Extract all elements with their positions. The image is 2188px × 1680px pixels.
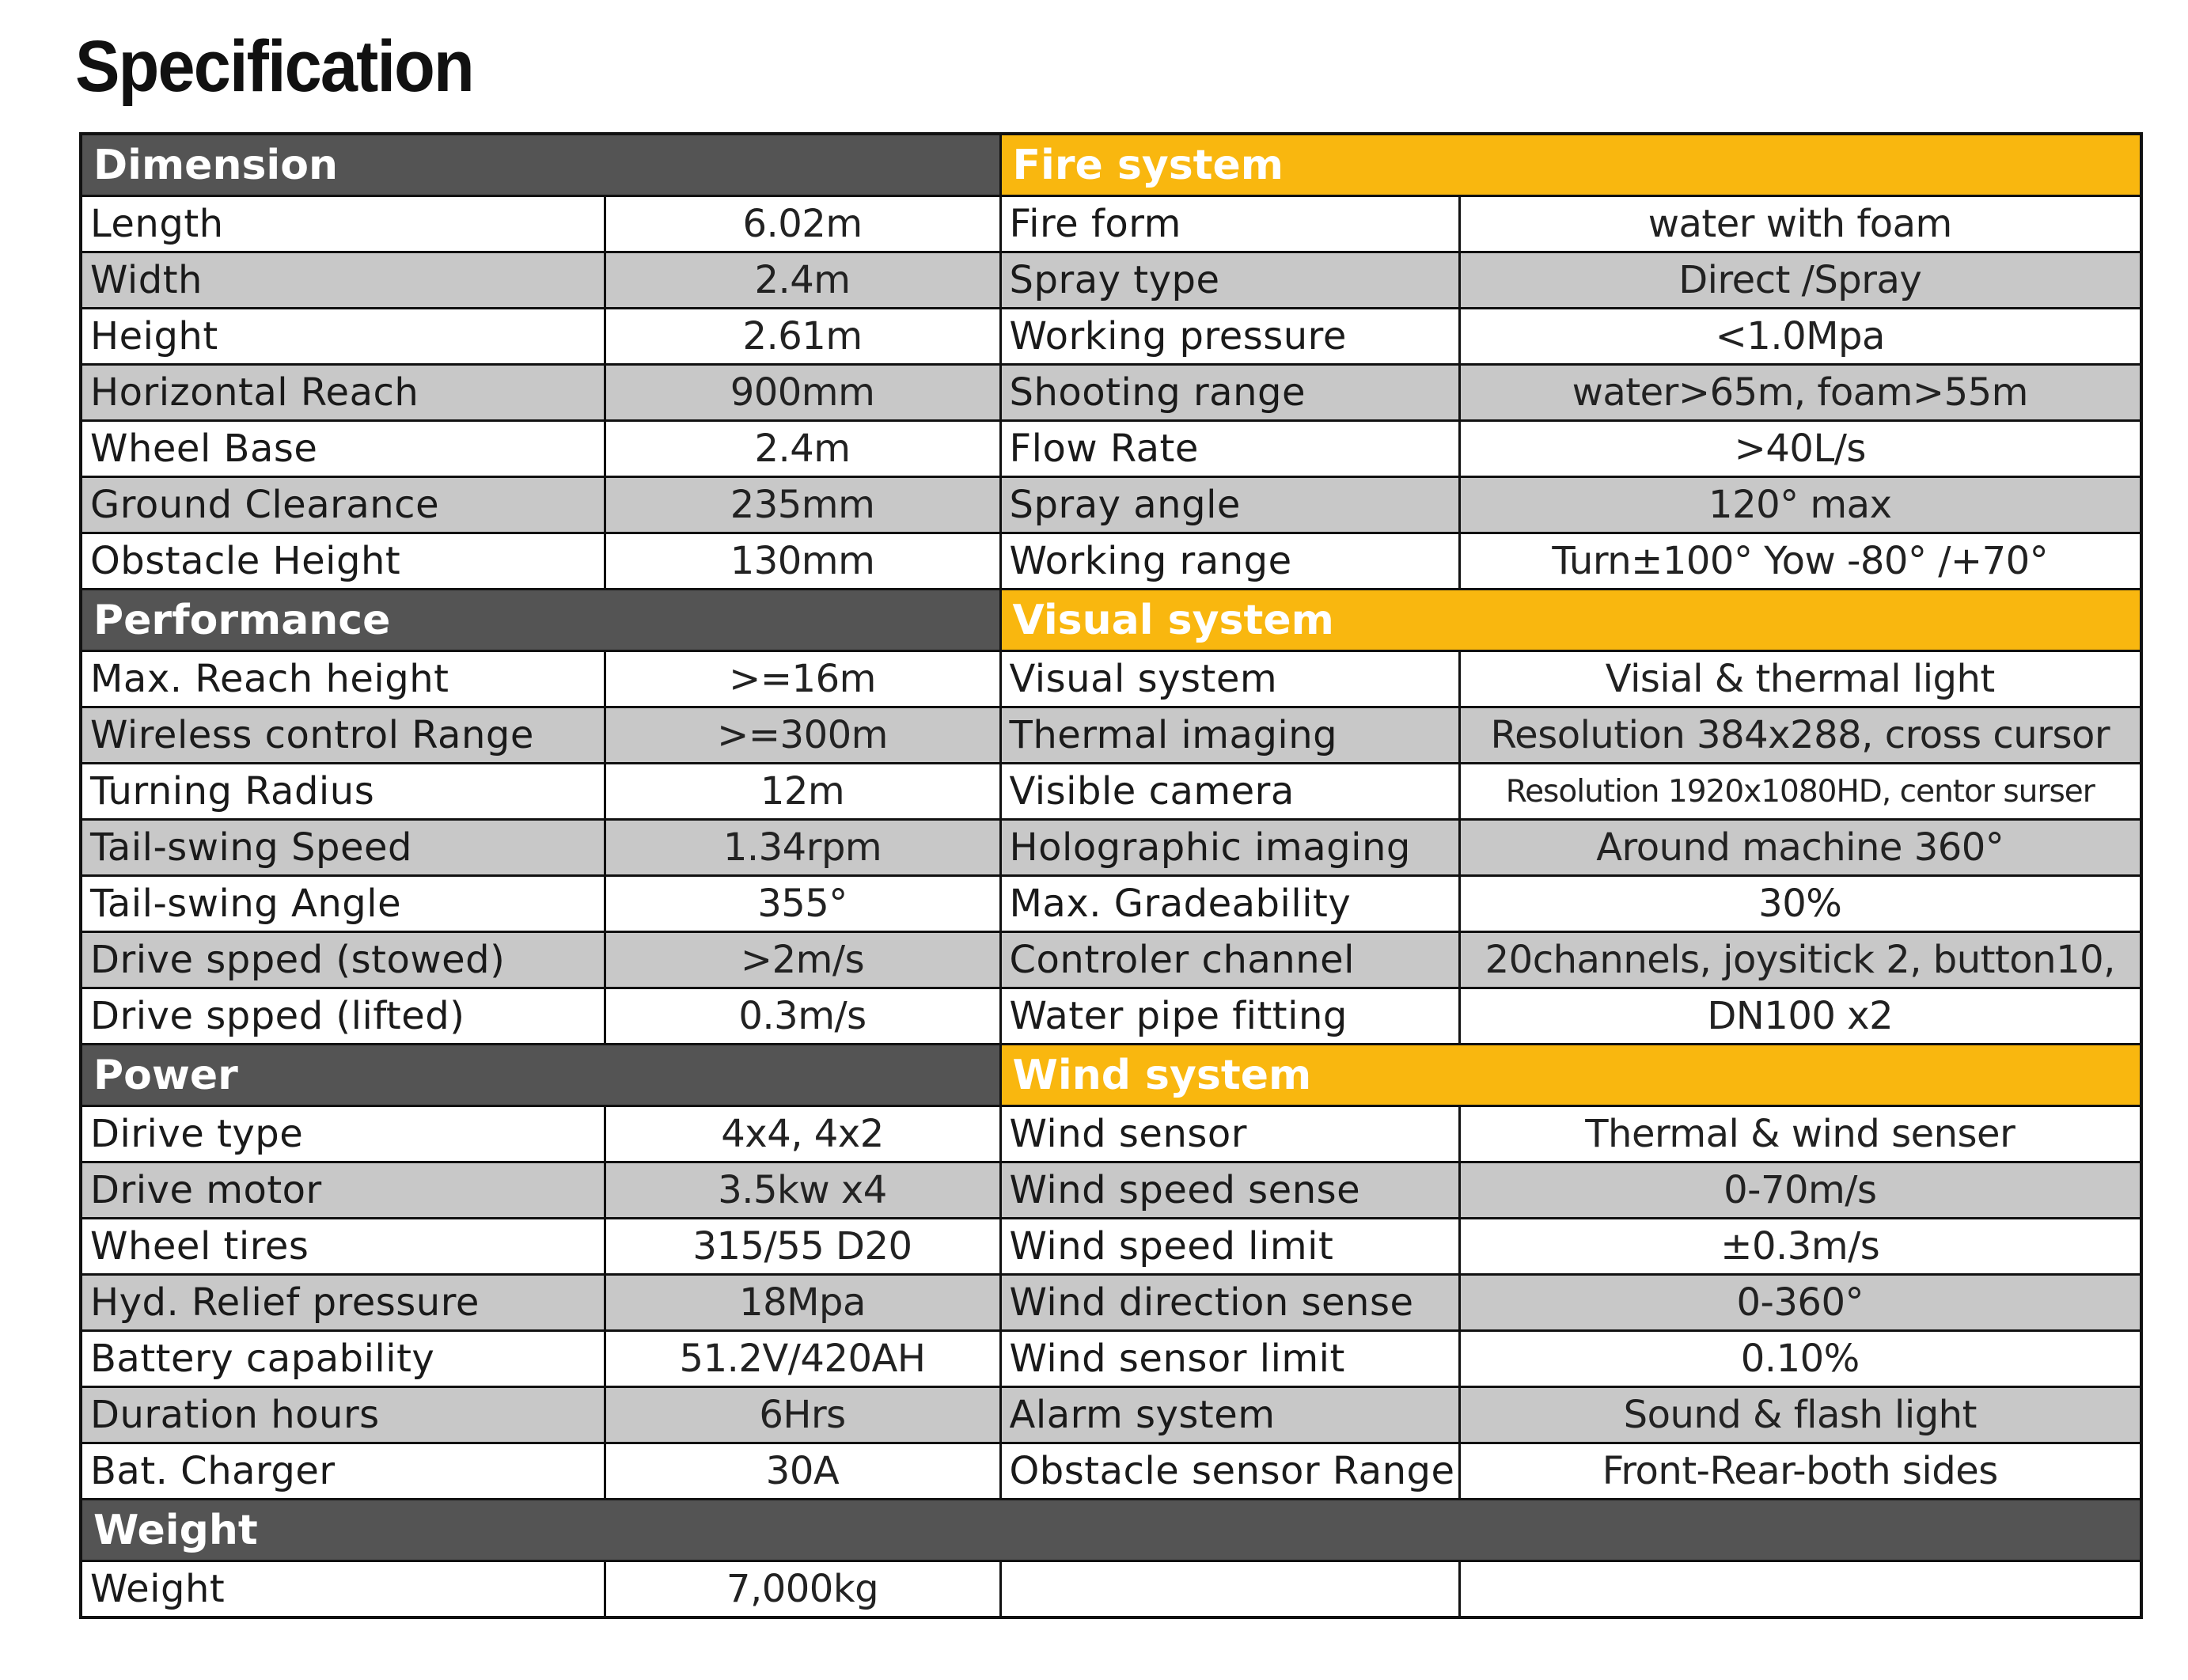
spec-label-left: Wheel Base: [81, 421, 605, 477]
spec-row: [81, 1219, 2141, 1275]
spec-label-left: Weight: [81, 1561, 605, 1618]
spec-label-right: Max. Gradeability: [1000, 876, 1459, 932]
spec-row: [81, 932, 2141, 988]
spec-row: [81, 707, 2141, 764]
spec-value-right: Direct /Spray: [1459, 252, 2141, 309]
spec-value-right: water>65m, foam>55m: [1459, 365, 2141, 421]
spec-label-right: Wind direction sense: [1000, 1275, 1459, 1331]
spec-value-right: Visial & thermal light: [1459, 651, 2141, 707]
spec-row: [81, 252, 2141, 309]
empty-cell: [1459, 1561, 2141, 1618]
spec-value-left: 7,000kg: [605, 1561, 1000, 1618]
spec-label-right: Obstacle sensor Range: [1000, 1443, 1459, 1500]
spec-label-right: Controler channel: [1000, 932, 1459, 988]
spec-value-right: Front-Rear-both sides: [1459, 1443, 2141, 1500]
spec-label-right: Working range: [1000, 533, 1459, 590]
page-title: Specification: [75, 26, 473, 107]
spec-label-left: Turning Radius: [81, 764, 605, 820]
specification-table: [79, 132, 2143, 1619]
spec-value-left: 12m: [605, 764, 1000, 820]
spec-label-left: Ground Clearance: [81, 477, 605, 533]
spec-row: [81, 533, 2141, 590]
specification-table-body: [81, 134, 2141, 1617]
spec-row: [81, 1162, 2141, 1219]
spec-label-right: Wind speed sense: [1000, 1162, 1459, 1219]
spec-label-left: Drive spped (stowed): [81, 932, 605, 988]
spec-label-right: Flow Rate: [1000, 421, 1459, 477]
spec-value-left: >=300m: [605, 707, 1000, 764]
spec-label-left: Length: [81, 196, 605, 252]
empty-cell: [1000, 1561, 1459, 1618]
spec-row: [81, 764, 2141, 820]
spec-label-left: Obstacle Height: [81, 533, 605, 590]
spec-value-right: Resolution 384x288, cross cursor: [1459, 707, 2141, 764]
spec-row: [81, 1387, 2141, 1443]
spec-row: [81, 1275, 2141, 1331]
spec-label-left: Horizontal Reach: [81, 365, 605, 421]
spec-label-right: Visual system: [1000, 651, 1459, 707]
spec-row: [81, 1331, 2141, 1387]
spec-value-right: Around machine 360°: [1459, 820, 2141, 876]
spec-value-left: 51.2V/420AH: [605, 1331, 1000, 1387]
spec-value-left: 900mm: [605, 365, 1000, 421]
spec-row: [81, 988, 2141, 1045]
spec-row: [81, 365, 2141, 421]
spec-label-left: Dirive type: [81, 1106, 605, 1162]
spec-label-left: Tail-swing Speed: [81, 820, 605, 876]
spec-value-right: water with foam: [1459, 196, 2141, 252]
spec-value-left: 6.02m: [605, 196, 1000, 252]
spec-value-left: 4x4, 4x2: [605, 1106, 1000, 1162]
spec-value-right: Turn±100° Yow -80° /+70°: [1459, 533, 2141, 590]
spec-value-right: ±0.3m/s: [1459, 1219, 2141, 1275]
spec-row: [81, 651, 2141, 707]
spec-label-right: Water pipe fitting: [1000, 988, 1459, 1045]
spec-label-right: Spray type: [1000, 252, 1459, 309]
spec-label-right: Alarm system: [1000, 1387, 1459, 1443]
section-header-left: Power: [81, 1045, 1000, 1106]
section-header-left: Dimension: [81, 134, 1000, 196]
spec-label-right: Thermal imaging: [1000, 707, 1459, 764]
spec-value-left: 1.34rpm: [605, 820, 1000, 876]
spec-label-right: Working pressure: [1000, 309, 1459, 365]
section-header-right: Wind system: [1000, 1045, 2141, 1106]
spec-value-right: <1.0Mpa: [1459, 309, 2141, 365]
section-header-right: Fire system: [1000, 134, 2141, 196]
spec-value-left: 6Hrs: [605, 1387, 1000, 1443]
spec-value-right: Resolution 1920x1080HD, centor surser: [1459, 764, 2141, 820]
spec-label-left: Drive motor: [81, 1162, 605, 1219]
spec-value-right: Thermal & wind senser: [1459, 1106, 2141, 1162]
spec-label-left: Drive spped (lifted): [81, 988, 605, 1045]
spec-row: [81, 876, 2141, 932]
spec-value-left: 2.4m: [605, 421, 1000, 477]
spec-value-right: 20channels, joysitick 2, button10,: [1459, 932, 2141, 988]
spec-label-left: Max. Reach height: [81, 651, 605, 707]
spec-value-left: 235mm: [605, 477, 1000, 533]
spec-label-left: Tail-swing Angle: [81, 876, 605, 932]
spec-value-right: Sound & flash light: [1459, 1387, 2141, 1443]
spec-label-right: Wind sensor limit: [1000, 1331, 1459, 1387]
spec-value-left: 2.4m: [605, 252, 1000, 309]
section-header-right: Visual system: [1000, 590, 2141, 651]
spec-value-right: 0.10%: [1459, 1331, 2141, 1387]
spec-label-left: Wheel tires: [81, 1219, 605, 1275]
spec-label-left: Wireless control Range: [81, 707, 605, 764]
spec-value-right: 30%: [1459, 876, 2141, 932]
spec-row: [81, 309, 2141, 365]
spec-label-right: Shooting range: [1000, 365, 1459, 421]
spec-value-left: 2.61m: [605, 309, 1000, 365]
spec-value-left: 30A: [605, 1443, 1000, 1500]
spec-row: [81, 477, 2141, 533]
section-header-weight: Weight: [81, 1500, 2141, 1561]
spec-row: [81, 1106, 2141, 1162]
spec-value-left: 355°: [605, 876, 1000, 932]
spec-value-right: 0-70m/s: [1459, 1162, 2141, 1219]
spec-label-right: Spray angle: [1000, 477, 1459, 533]
spec-value-left: 130mm: [605, 533, 1000, 590]
spec-label-right: Wind speed limit: [1000, 1219, 1459, 1275]
spec-row: [81, 820, 2141, 876]
spec-value-left: 315/55 D20: [605, 1219, 1000, 1275]
spec-value-right: >40L/s: [1459, 421, 2141, 477]
spec-label-right: Holographic imaging: [1000, 820, 1459, 876]
section-header-row: [81, 134, 2141, 196]
section-header-left: Performance: [81, 590, 1000, 651]
spec-label-left: Battery capability: [81, 1331, 605, 1387]
spec-value-left: >=16m: [605, 651, 1000, 707]
spec-label-left: Height: [81, 309, 605, 365]
spec-row: [81, 421, 2141, 477]
spec-value-left: 3.5kw x4: [605, 1162, 1000, 1219]
spec-label-left: Width: [81, 252, 605, 309]
section-header-row: [81, 1500, 2141, 1561]
spec-label-right: Visible camera: [1000, 764, 1459, 820]
spec-label-left: Duration hours: [81, 1387, 605, 1443]
spec-value-left: >2m/s: [605, 932, 1000, 988]
section-header-row: [81, 590, 2141, 651]
spec-label-right: Fire form: [1000, 196, 1459, 252]
spec-row: [81, 1561, 2141, 1618]
spec-row: [81, 196, 2141, 252]
spec-value-right: 120° max: [1459, 477, 2141, 533]
section-header-row: [81, 1045, 2141, 1106]
spec-value-right: DN100 x2: [1459, 988, 2141, 1045]
spec-label-left: Hyd. Relief pressure: [81, 1275, 605, 1331]
spec-value-right: 0-360°: [1459, 1275, 2141, 1331]
spec-value-left: 18Mpa: [605, 1275, 1000, 1331]
spec-label-right: Wind sensor: [1000, 1106, 1459, 1162]
spec-value-left: 0.3m/s: [605, 988, 1000, 1045]
spec-label-left: Bat. Charger: [81, 1443, 605, 1500]
spec-row: [81, 1443, 2141, 1500]
